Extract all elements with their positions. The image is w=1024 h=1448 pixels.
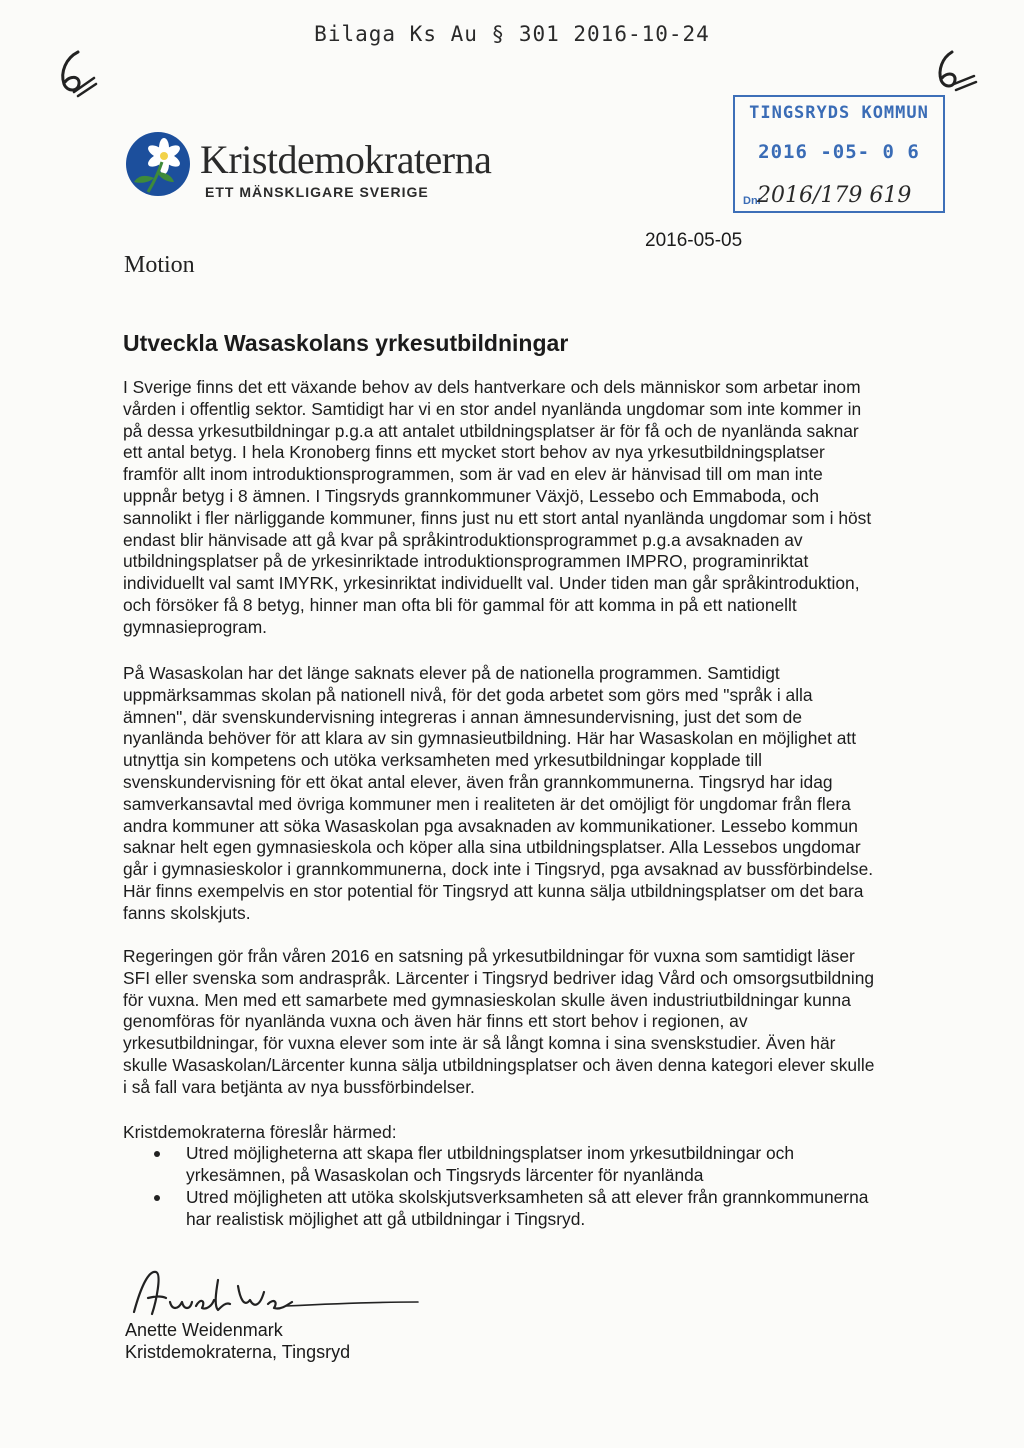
list-item	[150, 1186, 880, 1230]
document-date: 2016-05-05	[645, 230, 743, 251]
body-paragraph: På Wasaskolan har det länge saknats elever på de nationella programmen. Samtidigt uppmärksammas skolan på nationell nivå, för det goda arbetet som görs med "språk i alla ämnen", där svenskundervisning integreras i annan ämnesundervisning, just det som de nyanlända behöver för att klara av sin gymnasieutbildning. Här har Wasaskolan en möjlighet att utnyttja sin kompetens och utöka verksamheten med yrkesutbildningar kopplade till svenskundervisning för ett ökat antal elever, även från grannkommunerna. Tingsryd har idag samverkansavtal med övriga kommuner men i realiteten är det omöjligt för ungdomar från flera andra kommuner att söka Wasaskolan pga avsaknaden av kommunikationer. Lessebo kommun saknar helt egen gymnasieskola och köper alla sina utbildningsplatser. Alla Lessebos ungdomar går i gymnasieskolor i grannkommunerna, dock inte i Tingsryd, pga avsaknad av bussförbindelse. Här finns exempelvis en stor potential för Tingsryd att kunna sälja utbildningsplatser om det bara fanns skolskjuts.	[123, 663, 874, 923]
signer-party-location: Kristdemokraterna, Tingsryd	[125, 1342, 351, 1362]
body-paragraph: I Sverige finns det ett växande behov av dels hantverkare och dels människor som arbetar inom vården i offentlig sektor. Samtidigt har vi en stor andel nyanlända ungdomar som inte kommer in på dessa yrkesutbildningar p.g.a att antalet utbildningsplatser är för få och de nyanlända saknar ett antal betyg. I hela Kronoberg finns ett mycket stort behov av nya yrkesutbildningsplatser framför allt inom introduktionsprogrammen, som är vad en elev är hänvisad till om man inte uppnår betyg i 8 ämnen. I Tingsryds grannkommuner Växjö, Lessebo och Emmaboda, och sannolikt i fler närliggande kommuner, finns just nu ett stort antal nyanlända ungdomar som i höst endast blir hänvisade att gå kvar på språkintroduktionsprogrammet p.g.a avsaknaden av utbildningsplatser på de yrkesinriktade introduktionsprogrammen IMPRO, programinriktat individuellt val samt IMYRK, yrkesinriktat individuellt val. Under tiden man går språkintroduktion, och försöker få 8 betyg, hinner man ofta bli för gammal för att komma in på ett nationellt gymnasieprogram.	[123, 377, 872, 637]
document-title: Utveckla Wasaskolans yrkesutbildningar	[123, 330, 569, 356]
kristdemokraterna-flower-logo-icon	[124, 130, 192, 198]
proposal-text: Utred möjligheterna att skapa fler utbildningsplatser inom yrkesutbildningar och yrkesämnen, på Wasaskolan och Tingsryds lärcenter för nyanlända	[186, 1143, 795, 1185]
stamp-dnr-label: Dnr	[743, 195, 762, 207]
stamp-municipality: TINGSRYDS KOMMUN	[749, 103, 929, 123]
logo-wordmark: Kristdemokraterna	[200, 137, 492, 182]
stamp-dnr-handwritten: 2016/179 619	[757, 183, 912, 208]
proposal-text: Utred möjligheten att utöka skolskjutsverksamheten så att elever från grannkommunerna har realistisk möjlighet att gå utbildningar i Tingsryd.	[186, 1187, 869, 1229]
logo-tagline: ETT MÄNSKLIGARE SVERIGE	[205, 184, 429, 200]
bullet-icon	[154, 1195, 160, 1201]
bullet-icon	[154, 1151, 160, 1157]
registration-stamp	[733, 95, 945, 213]
handwritten-six-mark	[52, 48, 100, 100]
signer-name: Anette Weidenmark	[125, 1320, 283, 1340]
body-paragraph: Regeringen gör från våren 2016 en satsning på yrkesutbildningar för vuxna som samtidigt läser SFI eller svenska som andraspråk. Lärcenter i Tingsryd bedriver idag Vård och omsorgsutbildning för vuxna. Men med ett samarbete med gymnasieskolan skulle även industriutbildningar kunna genomföras för nyanlända vuxna och även här finns ett stort behov i regionen, av yrkesutbildningar, för vuxna elever som inte är så långt komna i sina svenskstudier. Även här skulle Wasaskolan/Lärcenter kunna sälja utbildningsplatser och även denna kategori elever skulle i så fall vara betjänta av nya bussförbindelser.	[123, 946, 875, 1097]
stamp-date: 2016 -05- 0 6	[758, 141, 920, 163]
document-type-label: Motion	[124, 252, 195, 278]
list-item	[150, 1142, 880, 1186]
handwritten-signature	[126, 1262, 426, 1322]
proposal-intro: Kristdemokraterna föreslår härmed:	[123, 1122, 397, 1142]
handwritten-six-mark	[930, 48, 978, 100]
attachment-reference: Bilaga Ks Au § 301 2016-10-24	[314, 22, 710, 46]
proposal-list	[150, 1142, 880, 1230]
